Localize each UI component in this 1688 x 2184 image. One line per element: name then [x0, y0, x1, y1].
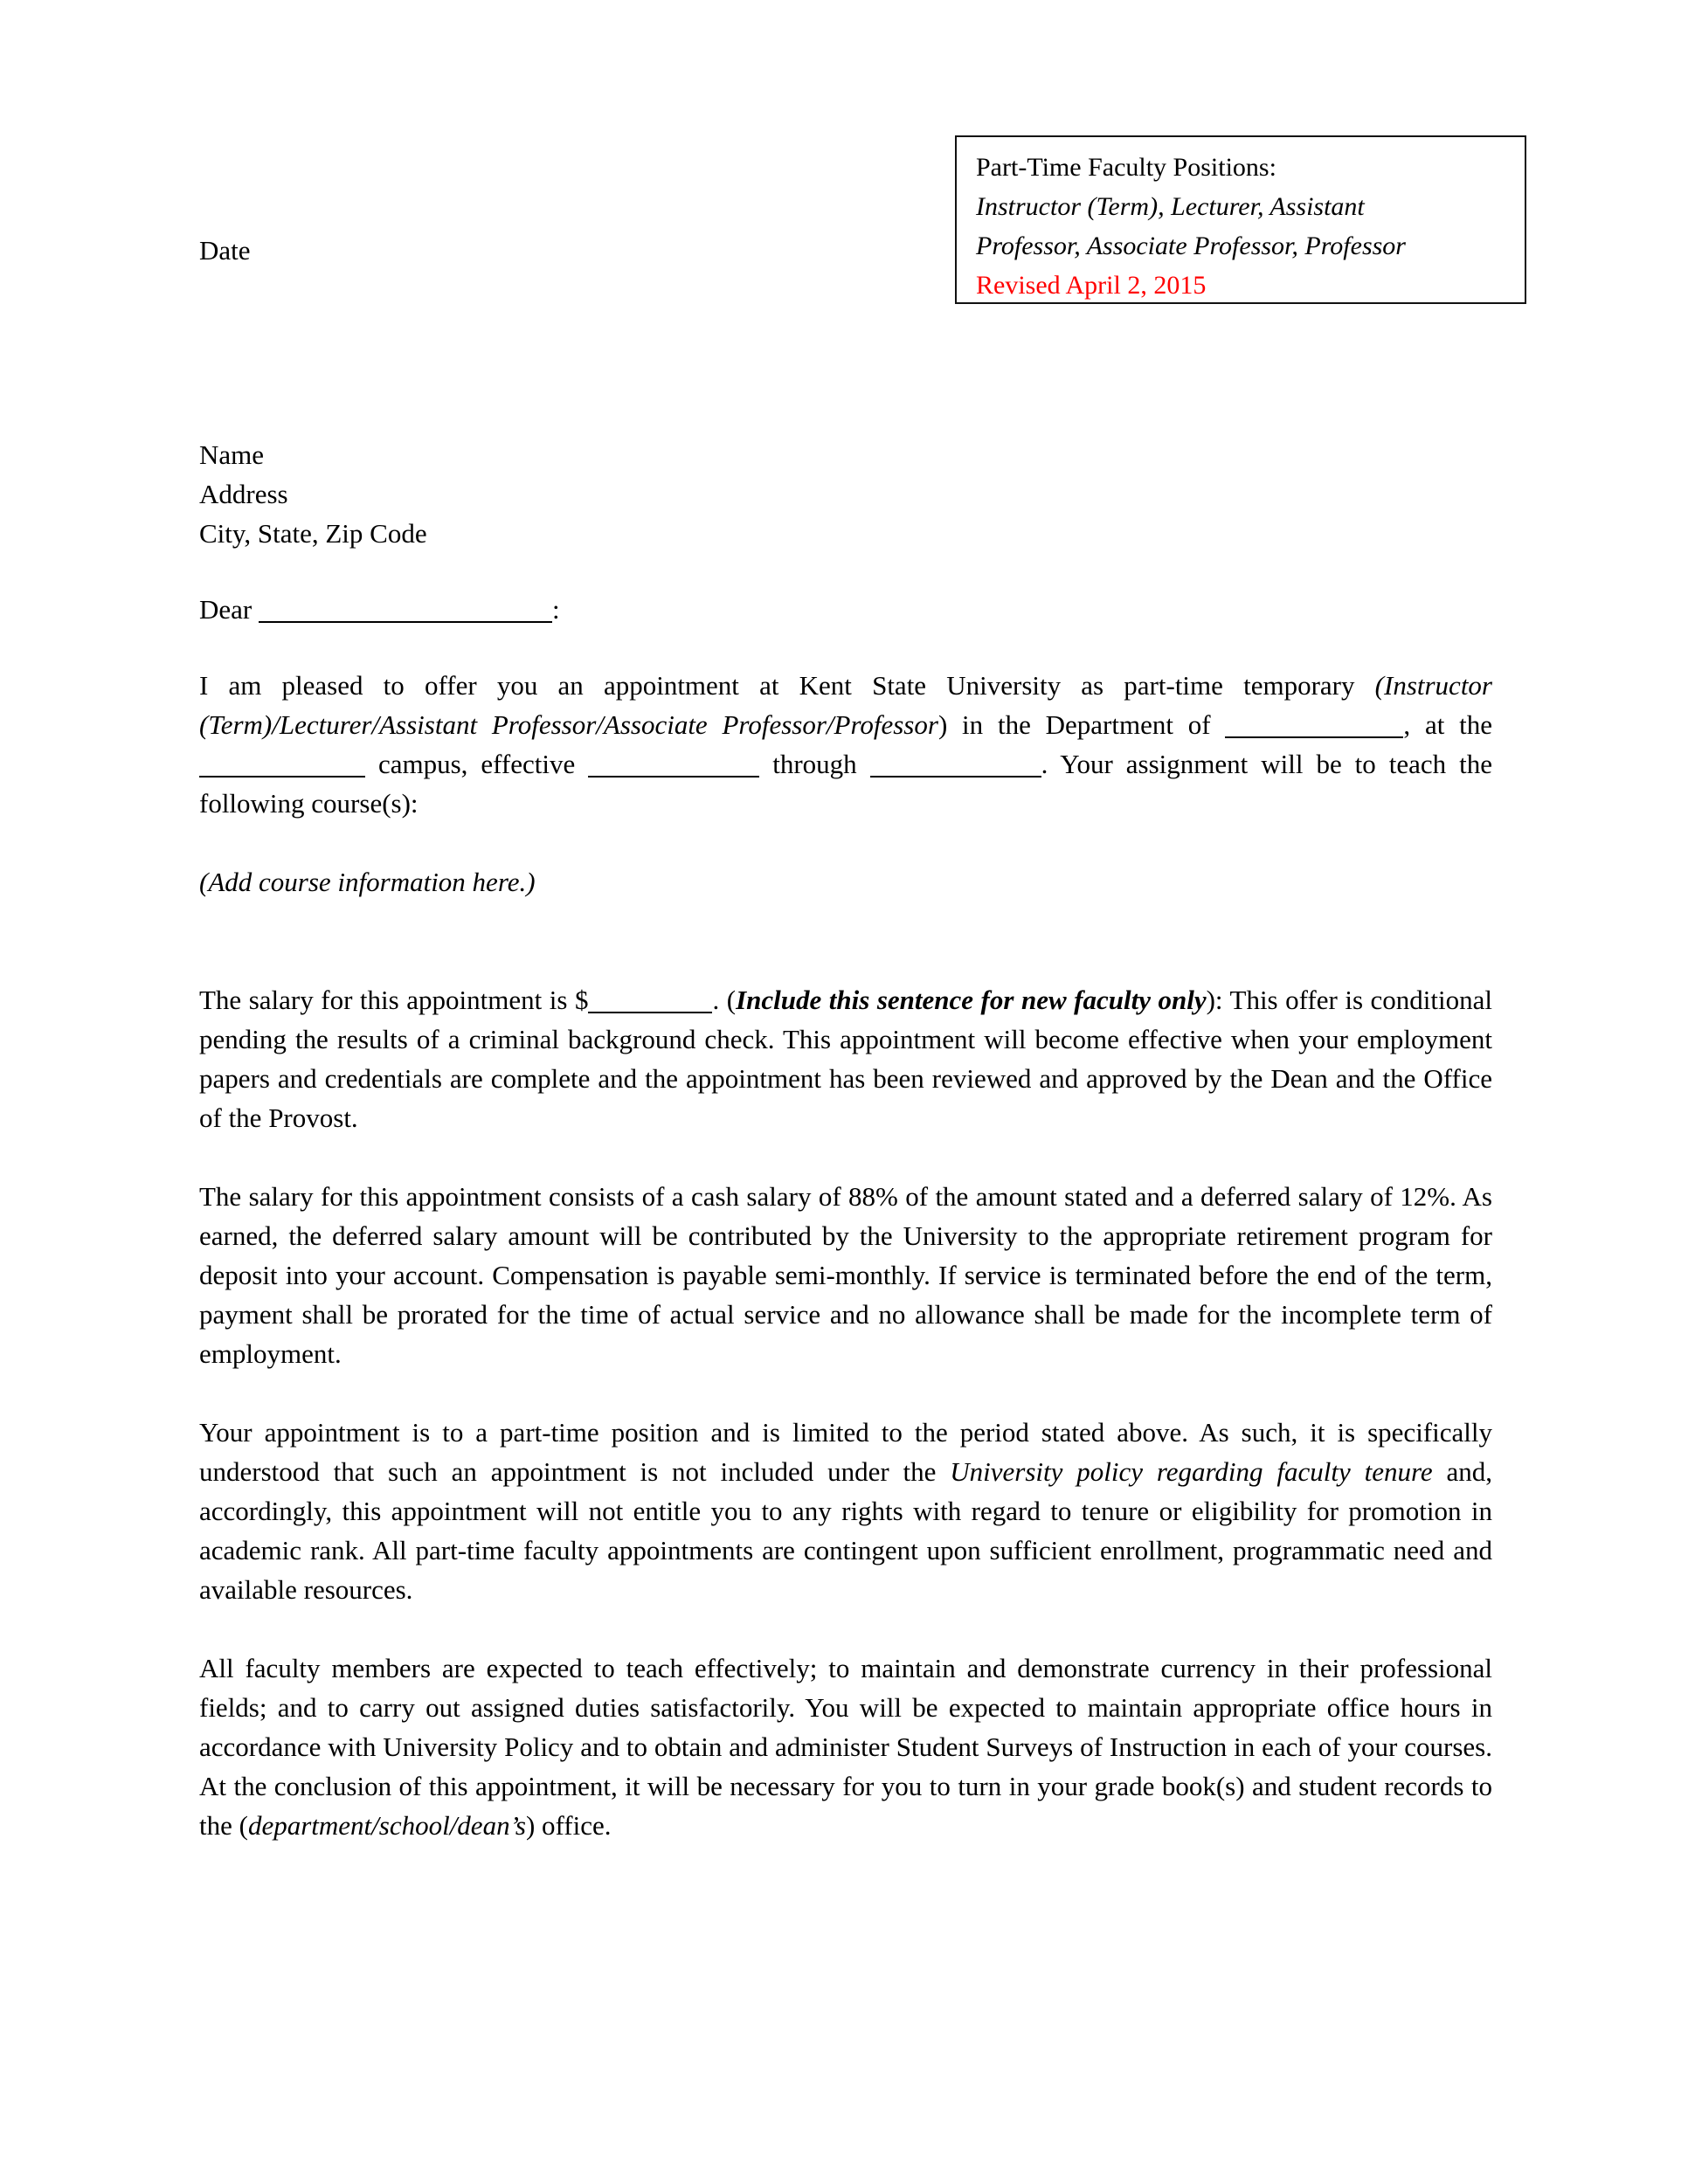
course-information-placeholder: (Add course information here.) — [199, 867, 536, 897]
recipient-name: Name — [199, 439, 265, 470]
salutation-colon: : — [551, 594, 560, 625]
paragraph-course-note — [199, 862, 1492, 902]
letter-body — [199, 666, 1492, 1845]
date-placeholder: Date — [199, 235, 251, 266]
university-policy-reference: University policy regarding faculty tenure — [950, 1456, 1433, 1487]
through-date-blank[interactable] — [870, 750, 1041, 777]
salary-text-mid: . ( — [712, 985, 737, 1015]
header-revised-date: Revised April 2, 2015 — [976, 271, 1207, 300]
offer-text-effective-lead: campus, effective — [365, 749, 589, 779]
new-faculty-note: Include this sentence for new faculty only — [736, 985, 1207, 1015]
offer-text-dept-lead: ) in the Department of — [937, 709, 1226, 740]
offer-text-through-lead: through — [759, 749, 870, 779]
salary-amount-blank[interactable] — [588, 985, 712, 1013]
salutation-line — [199, 590, 560, 629]
offer-text-lead: I am pleased to offer you an appointment at Kent State University as part-time temporary — [199, 670, 1375, 701]
campus-blank[interactable] — [199, 750, 365, 777]
recipient-address-block — [199, 435, 427, 553]
recipient-address: Address — [199, 479, 288, 509]
terms-text-tail: and, accordingly, this appointment will not entitle you to any rights with regard to tenure or eligibility for promotion in academic rank. All part-time faculty appointments are contingent upon sufficient enrollment, programmatic need and available resources. — [199, 1456, 1492, 1605]
header-positions-line-1: Instructor (Term), Lecturer, Assistant — [976, 192, 1365, 221]
terms-text-lead: Your appointment is to a part-time position and is limited to the period stated above. As such, it is specifically understood that such an appointment is not included under the — [199, 1417, 1492, 1487]
offer-text-campus-lead: , at the — [1403, 709, 1493, 740]
expectations-text-tail: ) office. — [525, 1810, 612, 1841]
office-designation-options: department/school/dean’s — [247, 1810, 526, 1841]
salutation-name-blank[interactable] — [259, 595, 552, 622]
effective-date-blank[interactable] — [588, 750, 759, 777]
header-positions-line-2: Professor, Associate Professor, Professor — [976, 232, 1406, 260]
recipient-city-state-zip: City, State, Zip Code — [199, 518, 427, 549]
paragraph-offer — [199, 666, 1492, 823]
expectations-text-lead: All faculty members are expected to teach effectively; to maintain and demonstrate currency in their professional fields; and to carry out assigned duties satisfactorily. You will be expected to maintain appropriate office hours in accordance with University Policy and to obtain and administer Student Surveys of Instruction in each of your courses. At the conclusion of this appointment, it will be necessary for you to turn in your grade book(s) and student records to the ( — [199, 1653, 1492, 1841]
paragraph-faculty-expectations — [199, 1648, 1492, 1845]
offer-rank-options: (Instructor (Term)/Lecturer/Assistant Professor/Associate Professor/Professor — [199, 670, 1492, 740]
paragraph-appointment-terms — [199, 1413, 1492, 1609]
paragraph-salary-conditional — [199, 980, 1492, 1137]
salary-text-tail: ): This offer is conditional pending the results of a criminal background check. This appointment will become effective when your employment papers and credentials are complete and the appointment has been reviewed and approved by the Dean and the Office of the Provost. — [199, 985, 1493, 1133]
salutation-greeting: Dear — [199, 594, 253, 625]
header-positions-title: Part-Time Faculty Positions: — [976, 153, 1276, 182]
salary-text-lead: The salary for this appointment is $ — [199, 985, 589, 1015]
department-blank[interactable] — [1225, 710, 1403, 737]
offer-text-tail: . Your assignment will be to teach the following course(s): — [199, 749, 1493, 819]
paragraph-salary-breakdown: The salary for this appointment consists of a cash salary of 88% of the amount stated and a deferred salary of 12%. As earned, the deferred salary amount will be contributed by the University to the appropriate retirement program for deposit into your account. Compensation is payable semi-monthly. If service is terminated before the end of the term, payment shall be prorated for the time of actual service and no allowance shall be made for the incomplete term of employment. — [199, 1181, 1492, 1369]
header-stamp-box — [955, 135, 1526, 304]
